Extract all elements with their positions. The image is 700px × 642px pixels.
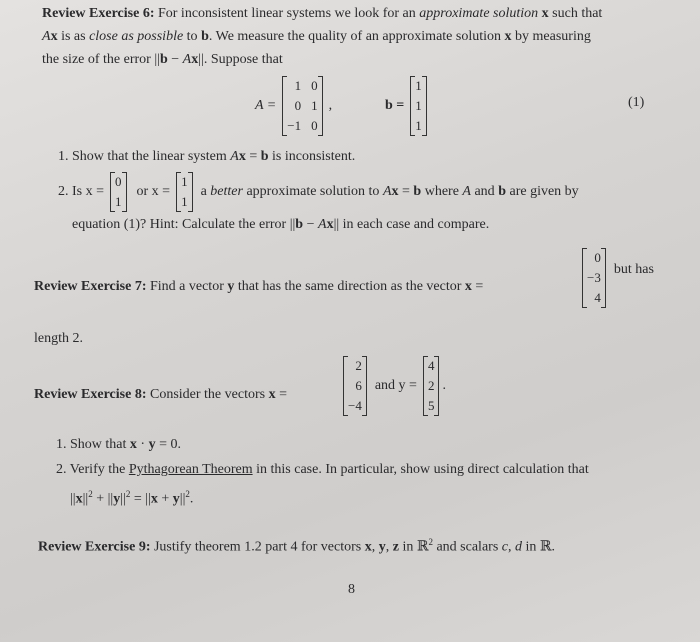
text-segment: b [159, 52, 168, 67]
text-segment: , [508, 539, 515, 555]
text-segment: better [210, 184, 243, 199]
matrix-entry: 0 [311, 118, 318, 133]
matrix-entry: 1 [311, 98, 318, 113]
text-segment: y [378, 539, 386, 555]
text-segment: x [150, 491, 158, 507]
matrix-entry: 5 [427, 398, 435, 413]
ex7-line1 [34, 278, 483, 296]
ex6-line2 [42, 28, 591, 46]
vector-x [582, 248, 606, 308]
text-segment: 1. Show that the linear system [58, 149, 231, 164]
text-segment: x [268, 387, 276, 402]
vector-x1 [110, 172, 127, 212]
text-segment: A [42, 29, 51, 44]
vector-x [343, 356, 367, 416]
text-segment: x [538, 6, 549, 21]
text-segment: = 0. [155, 437, 181, 452]
ex6-line3 [42, 51, 283, 69]
text-segment: in ℝ. [522, 539, 556, 555]
matrix-entry: 1 [181, 174, 188, 189]
text-segment: x [50, 29, 58, 44]
vector-b-label: b = [385, 98, 405, 113]
q2-or: or x = [136, 184, 171, 199]
text-segment: x [75, 491, 83, 507]
text-segment: in ℝ [398, 539, 429, 555]
matrix-entry: −1 [287, 118, 302, 133]
matrix-entry: 4 [594, 290, 601, 305]
text-segment: y [227, 279, 235, 294]
text-segment: and scalars [432, 539, 502, 555]
text-segment: the size of the error || [42, 52, 160, 67]
text-segment: such that [548, 6, 603, 21]
matrix-entry: 1 [415, 98, 422, 113]
matrix-entry: 6 [355, 378, 362, 393]
text-segment: + [157, 491, 173, 507]
text-segment: and [470, 184, 499, 199]
matrix-entry: 4 [427, 358, 435, 373]
text-segment: Review Exercise 7: [34, 279, 147, 294]
text-segment: 2. Verify the [56, 462, 129, 477]
text-segment: 1. Show that [56, 437, 130, 452]
matrix-entry: 1 [115, 194, 122, 209]
text-segment: A [182, 52, 192, 67]
q2-rest [201, 184, 579, 200]
text-segment: Pythagorean Theorem [128, 462, 253, 477]
text-segment: = [398, 184, 414, 199]
matrix-entry: 0 [594, 250, 601, 265]
text-segment: that has the same direction as the vector [234, 279, 465, 294]
text-segment: Find a vector [146, 279, 228, 294]
text-segment: . [189, 491, 194, 507]
text-segment: + || [92, 491, 114, 507]
matrix-A-label: A = [255, 98, 277, 113]
text-segment: || [179, 491, 186, 507]
ex9-line1 [38, 533, 555, 557]
text-segment: y [113, 491, 121, 507]
text-segment: A [230, 149, 239, 164]
text-segment: b [295, 217, 304, 232]
text-segment: = [245, 149, 261, 164]
text-segment: Consider the vectors [146, 387, 269, 402]
text-segment: z [392, 539, 399, 555]
text-segment: A [382, 184, 392, 199]
text-segment: 2 [88, 489, 93, 499]
and-label: and y = [374, 378, 417, 393]
text-segment: close as possible [89, 29, 184, 44]
text-segment: · [136, 437, 149, 452]
text-segment: b [498, 184, 506, 199]
ex7-vector-x [582, 248, 654, 308]
text-segment: = || [130, 491, 151, 507]
text-segment: x [464, 279, 472, 294]
text-segment: c [501, 539, 508, 555]
text-segment: || in each case and compare. [333, 217, 490, 232]
vector-y [423, 356, 440, 416]
comma: , [328, 98, 333, 113]
text-segment: approximate solution to [242, 184, 383, 199]
text-segment: Review Exercise 9: [38, 539, 151, 555]
vector-x2 [176, 172, 193, 212]
matrix-entry: 1 [415, 118, 422, 133]
matrix-entry: 1 [181, 194, 188, 209]
text-segment: , [371, 539, 379, 555]
text-segment: where [421, 184, 463, 199]
text-segment: b [413, 184, 422, 199]
vector-b-equation [385, 76, 427, 136]
matrix-entry: 2 [355, 358, 362, 373]
text-segment: to [183, 29, 202, 44]
text-segment: Review Exercise 6: [42, 6, 155, 21]
ex6-question-2-line2 [72, 216, 489, 234]
text-segment: 2 [428, 537, 433, 547]
matrix-entry: 2 [427, 378, 435, 393]
text-segment: Justify theorem 1.2 part 4 for vectors [150, 539, 365, 555]
matrix-entry: −3 [587, 270, 601, 285]
q2-prefix: 2. Is x = [58, 184, 105, 199]
ex8-question-2 [56, 461, 589, 479]
ex7-tail: but has [613, 262, 654, 277]
ex7-line2: length 2. [34, 331, 83, 346]
matrix-entry: 1 [294, 78, 302, 93]
ex6-line1 [42, 5, 602, 23]
text-segment: b [201, 29, 209, 44]
vector-b [410, 76, 427, 136]
text-segment: are given by [505, 184, 579, 199]
text-segment: x [504, 29, 512, 44]
text-segment: 2 [185, 489, 190, 499]
ex6-question-1 [58, 148, 355, 166]
text-segment: = [275, 387, 287, 402]
ex8-line1 [34, 386, 287, 404]
matrix-entry: −4 [348, 398, 362, 413]
text-segment: A [462, 184, 471, 199]
matrix-A-equation [255, 76, 332, 136]
ex8-question-1 [56, 436, 181, 454]
text-segment: 2 [125, 489, 131, 499]
text-segment: x [326, 217, 334, 232]
matrix-entry: 0 [311, 78, 318, 93]
page-number: 8 [348, 582, 355, 597]
ex8-question-2-equation [70, 485, 193, 509]
text-segment: , [385, 539, 393, 555]
matrix-entry: 0 [115, 174, 122, 189]
text-segment: − [303, 217, 318, 232]
text-segment: For inconsistent linear systems we look for an [154, 6, 420, 21]
text-segment: equation (1)? Hint: Calculate the error || [72, 217, 296, 232]
text-segment: is inconsistent. [268, 149, 356, 164]
text-segment: x [391, 184, 399, 199]
text-segment: is as [57, 29, 90, 44]
ex8-vectors [343, 356, 446, 416]
text-segment: d [515, 539, 522, 555]
matrix-A [282, 76, 322, 136]
text-segment: || [70, 491, 76, 507]
text-segment: A [318, 217, 327, 232]
text-segment: y [172, 491, 180, 507]
equation-number: (1) [628, 95, 645, 110]
text-segment: || [82, 491, 89, 507]
period: . [442, 378, 446, 393]
text-segment: x [191, 52, 199, 67]
text-segment: = [471, 279, 484, 294]
text-segment: x [364, 539, 372, 555]
text-segment: b [260, 149, 269, 164]
ex6-question-2 [58, 172, 579, 212]
text-segment: approximate solution [419, 6, 539, 21]
text-segment: a [200, 184, 211, 199]
text-segment: x [238, 149, 246, 164]
text-segment: || [120, 491, 126, 507]
matrix-entry: 0 [294, 98, 302, 113]
text-segment: y [148, 437, 156, 452]
text-segment: x [129, 437, 137, 452]
text-segment: ||. Suppose that [198, 52, 283, 67]
text-segment: by measuring [511, 29, 591, 44]
text-segment: in this case. In particular, show using direct calculation that [252, 462, 589, 477]
text-segment: . We measure the quality of an approximate solution [208, 29, 505, 44]
text-segment: Review Exercise 8: [34, 387, 147, 402]
matrix-entry: 1 [415, 78, 422, 93]
text-segment: − [167, 52, 183, 67]
